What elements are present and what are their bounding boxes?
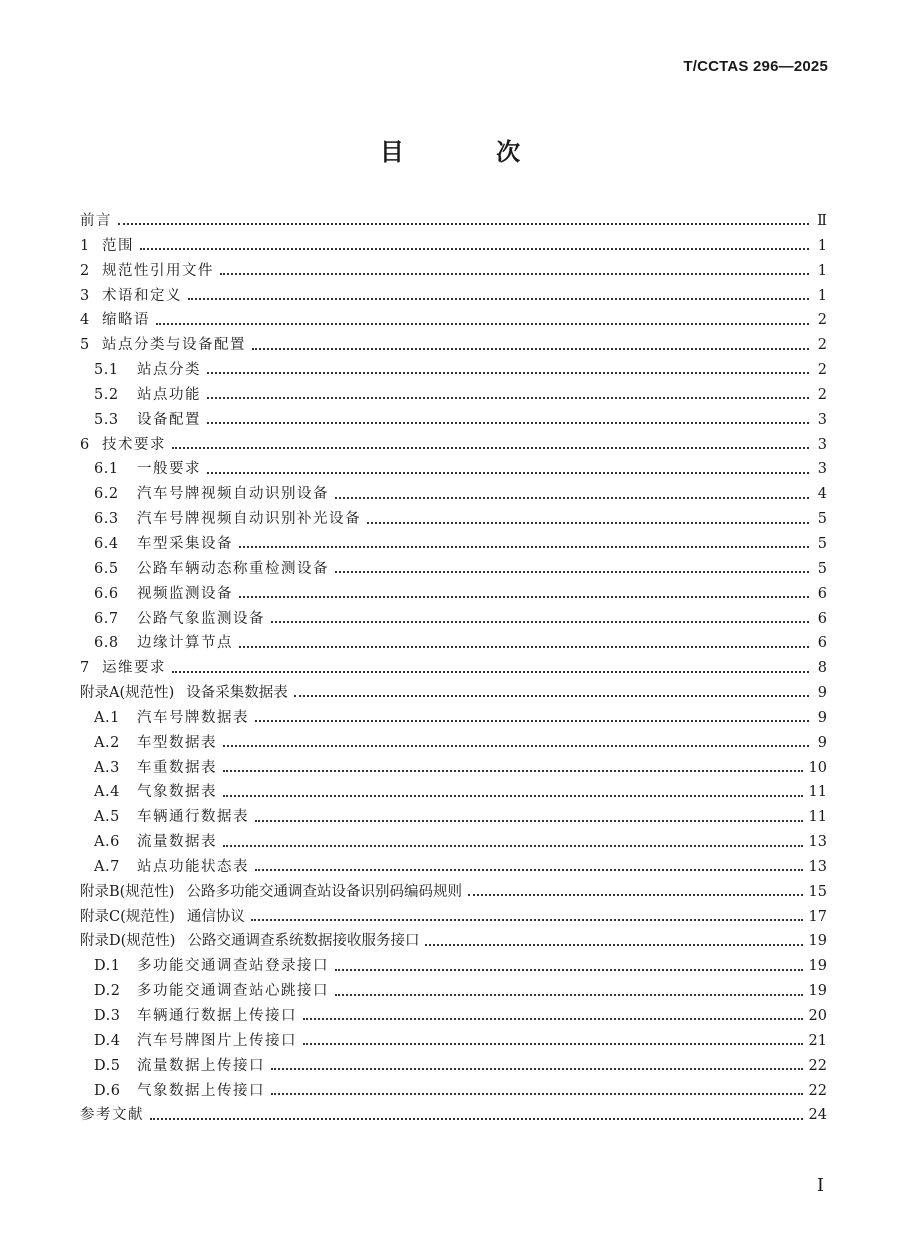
toc-leader-dots <box>303 1043 803 1045</box>
toc-entry-number: A.5 <box>94 809 120 826</box>
toc-entry-number: A.6 <box>94 834 120 851</box>
toc-entry-page: 24 <box>808 1107 827 1124</box>
toc-entry-label: 多功能交通调查站心跳接口 <box>137 983 329 1000</box>
toc-entry[interactable] <box>80 756 827 781</box>
toc-entry-page: 3 <box>817 411 827 428</box>
toc-entry-label: 车型数据表 <box>137 734 217 751</box>
toc-entry-label: 缩略语 <box>102 312 150 329</box>
toc-entry-number: 5.1 <box>94 362 119 379</box>
toc-entry[interactable] <box>80 557 827 582</box>
toc-entry[interactable] <box>80 929 827 954</box>
toc-entry-page: 5 <box>817 511 827 528</box>
toc-entry[interactable] <box>80 482 827 507</box>
toc-entry[interactable] <box>80 681 827 706</box>
toc-entry-number: 6.6 <box>94 585 119 602</box>
toc-entry-page: 22 <box>808 1082 827 1099</box>
toc-entry-page: 1 <box>817 262 827 279</box>
toc-entry-number: 4 <box>80 312 90 329</box>
toc-leader-dots <box>239 646 809 648</box>
toc-entry[interactable] <box>80 1079 827 1104</box>
toc-entry[interactable] <box>80 880 827 905</box>
toc-entry[interactable] <box>80 731 827 756</box>
toc-entry-page: 19 <box>808 983 827 1000</box>
toc-entry-number: D.6 <box>94 1082 121 1099</box>
toc-entry[interactable] <box>80 457 827 482</box>
toc-leader-dots <box>255 869 803 871</box>
toc-entry-page: 6 <box>817 635 827 652</box>
toc-entry[interactable] <box>80 1103 827 1128</box>
toc-entry-label: 多功能交通调查站登录接口 <box>137 958 329 975</box>
toc-entry-label: 站点分类 <box>137 362 201 379</box>
toc-entry-label: 视频监测设备 <box>137 585 233 602</box>
toc-entry-number: A.1 <box>94 709 120 726</box>
toc-entry-label: 站点功能 <box>137 386 201 403</box>
toc-entry-number: 5.2 <box>94 386 119 403</box>
toc-entry-number: D.5 <box>94 1057 121 1074</box>
toc-entry[interactable] <box>80 284 827 309</box>
toc-entry-number: D.4 <box>94 1032 121 1049</box>
toc-leader-dots <box>223 770 803 772</box>
toc-entry-number: 附录A(规范性) <box>80 685 175 702</box>
toc-leader-dots <box>140 248 809 250</box>
toc-entry-label: 汽车号牌视频自动识别设备 <box>137 486 329 503</box>
toc-entry[interactable] <box>80 954 827 979</box>
toc-entry-label: 设备配置 <box>137 411 201 428</box>
toc-entry-page: 15 <box>808 883 827 900</box>
toc-entry[interactable] <box>80 631 827 656</box>
toc-leader-dots <box>207 422 809 424</box>
toc-entry[interactable] <box>80 433 827 458</box>
toc-entry-label: 流量数据表 <box>137 834 217 851</box>
toc-entry-page: 11 <box>808 784 827 801</box>
toc-entry-page: 20 <box>808 1008 827 1024</box>
toc-entry-number: 6.4 <box>94 535 119 552</box>
toc-entry-label: 术语和定义 <box>102 287 182 304</box>
toc-leader-dots <box>255 720 809 722</box>
toc-leader-dots <box>172 671 809 673</box>
toc-entry[interactable] <box>80 532 827 557</box>
toc-leader-dots <box>271 621 809 623</box>
toc-entry-number: A.3 <box>94 759 120 776</box>
toc-entry-number: 3 <box>80 287 90 304</box>
toc-leader-dots <box>255 820 803 822</box>
toc-leader-dots <box>207 472 809 474</box>
toc-entry-label: 汽车号牌数据表 <box>137 709 249 726</box>
toc-leader-dots <box>188 298 809 300</box>
toc-leader-dots <box>335 571 809 573</box>
toc-entry-page: 17 <box>808 908 827 925</box>
toc-leader-dots <box>335 969 803 971</box>
toc-entry[interactable] <box>80 259 827 284</box>
toc-entry[interactable] <box>80 855 827 880</box>
toc-entry-number: A.7 <box>94 858 120 875</box>
toc-entry-page: 13 <box>808 858 827 875</box>
toc-title: 目 次 <box>379 138 563 166</box>
toc-entry[interactable] <box>80 308 827 333</box>
toc-entry-number: 附录B(规范性) <box>80 883 175 900</box>
toc-entry-label: 车辆通行数据上传接口 <box>137 1008 297 1024</box>
toc-entry[interactable] <box>80 333 827 358</box>
toc-entry-page: 9 <box>817 685 827 702</box>
toc-entry-page: 8 <box>817 660 827 677</box>
toc-leader-dots <box>207 397 809 399</box>
toc-entry-number: 附录C(规范性) <box>80 908 175 925</box>
toc-leader-dots <box>294 695 809 697</box>
toc-entry[interactable] <box>80 408 827 433</box>
toc-entry-label: 气象数据上传接口 <box>137 1082 265 1099</box>
toc-entry-page: 9 <box>817 734 827 751</box>
toc-entry-label: 汽车号牌视频自动识别补光设备 <box>137 511 361 528</box>
toc-entry-page: 13 <box>808 834 827 851</box>
toc-entry[interactable] <box>80 706 827 731</box>
toc-leader-dots <box>335 497 809 499</box>
toc-entry-number: 6 <box>80 436 90 453</box>
toc-entry-page: 2 <box>817 312 827 329</box>
toc-leader-dots <box>239 596 809 598</box>
toc-leader-dots <box>223 845 803 847</box>
toc-entry-label: 参考文献 <box>80 1107 144 1124</box>
toc-leader-dots <box>156 323 809 325</box>
toc-entry-label: 通信协议 <box>186 908 245 925</box>
toc-entry-page: 3 <box>817 436 827 453</box>
toc-leader-dots <box>207 372 809 374</box>
toc-entry-page: 1 <box>817 237 827 254</box>
toc-entry-label: 公路多功能交通调查站设备识别码编码规则 <box>186 883 462 900</box>
toc-leader-dots <box>118 223 809 225</box>
toc-entry-page: 19 <box>808 958 827 975</box>
toc-entry[interactable] <box>80 234 827 259</box>
toc-entry[interactable] <box>80 358 827 383</box>
toc-entry-page: 22 <box>808 1057 827 1074</box>
toc-entry-page: 5 <box>817 535 827 552</box>
toc-entry-page: 10 <box>808 759 827 776</box>
toc-leader-dots <box>367 522 809 524</box>
toc-entry-label: 前言 <box>80 213 112 229</box>
toc-entry-label: 车辆通行数据表 <box>137 809 249 826</box>
toc-entry-number: 5 <box>80 337 90 354</box>
toc-entry-label: 边缘计算节点 <box>137 635 233 652</box>
toc-leader-dots <box>252 348 809 350</box>
toc-entry-number: 6.2 <box>94 486 119 503</box>
toc-entry-page: 1 <box>817 287 827 304</box>
toc-leader-dots <box>172 447 809 449</box>
page-number: I <box>816 1175 824 1196</box>
toc-entry[interactable] <box>80 582 827 607</box>
toc-entry-number: A.2 <box>94 734 120 751</box>
toc-entry-label: 一般要求 <box>137 461 201 478</box>
toc-entry-label: 范围 <box>102 237 134 254</box>
toc-entry-page: 2 <box>817 337 827 354</box>
toc-entry[interactable] <box>80 905 827 930</box>
toc-entry-page: Ⅱ <box>817 213 827 229</box>
toc-entry[interactable] <box>80 656 827 681</box>
toc-leader-dots <box>271 1068 803 1070</box>
toc-leader-dots <box>220 273 809 275</box>
toc-entry-label: 气象数据表 <box>137 784 217 801</box>
toc-entry-page: 2 <box>817 386 827 403</box>
toc-entry-label: 公路车辆动态称重检测设备 <box>137 560 329 577</box>
toc-entry-label: 运维要求 <box>102 660 166 677</box>
toc-leader-dots <box>271 1093 803 1095</box>
toc-entry[interactable] <box>80 830 827 855</box>
toc-entry-number: 附录D(规范性) <box>80 933 176 950</box>
toc-entry-page: 9 <box>817 709 827 726</box>
toc-entry-label: 汽车号牌图片上传接口 <box>137 1032 297 1049</box>
toc-entry-page: 6 <box>817 610 827 627</box>
toc-entry-label: 站点分类与设备配置 <box>102 337 246 354</box>
toc-leader-dots <box>468 894 803 896</box>
toc-leader-dots <box>335 994 803 996</box>
toc-entry-label: 设备采集数据表 <box>186 685 288 702</box>
toc-entry-page: 2 <box>817 362 827 379</box>
toc-entry-label: 站点功能状态表 <box>137 858 249 875</box>
toc-entry-page: 3 <box>817 461 827 478</box>
toc-entry[interactable] <box>80 1054 827 1079</box>
toc-entry-page: 21 <box>808 1032 827 1049</box>
toc-leader-dots <box>223 795 803 797</box>
toc-entry[interactable] <box>80 1029 827 1054</box>
toc-entry-number: 1 <box>80 237 90 254</box>
toc-entry[interactable] <box>80 507 827 532</box>
toc-leader-dots <box>239 546 809 548</box>
toc-leader-dots <box>425 944 802 946</box>
toc-entry-number: 5.3 <box>94 411 119 428</box>
toc-entry-number: 6.1 <box>94 461 119 478</box>
toc-entry-number: 6.7 <box>94 610 119 627</box>
toc-entry-number: D.3 <box>94 1008 121 1024</box>
toc-entry-label: 流量数据上传接口 <box>137 1057 265 1074</box>
toc-entry[interactable] <box>80 383 827 408</box>
toc-entry-label: 公路气象监测设备 <box>137 610 265 627</box>
toc-entry-label: 车型采集设备 <box>137 535 233 552</box>
toc-entry-number: A.4 <box>94 784 120 801</box>
toc-entry-number: 6.3 <box>94 511 119 528</box>
toc-leader-dots <box>303 1018 803 1020</box>
toc-entry-label: 车重数据表 <box>137 759 217 776</box>
table-of-contents <box>80 209 827 1128</box>
document-code: T/CCTAS 296—2025 <box>683 58 828 75</box>
toc-entry-number: 6.8 <box>94 635 119 652</box>
toc-entry[interactable] <box>80 780 827 805</box>
toc-entry-page: 6 <box>817 585 827 602</box>
toc-entry-number: 7 <box>80 660 90 677</box>
toc-entry[interactable] <box>80 1004 827 1029</box>
toc-entry-label: 技术要求 <box>102 436 166 453</box>
toc-entry[interactable] <box>80 805 827 830</box>
toc-entry-page: 5 <box>817 560 827 577</box>
toc-entry-label: 公路交通调查系统数据接收服务接口 <box>187 933 420 950</box>
toc-entry-number: 6.5 <box>94 560 119 577</box>
toc-entry-page: 19 <box>808 933 827 950</box>
toc-entry-page: 11 <box>808 809 827 826</box>
toc-entry-number: D.1 <box>94 958 121 975</box>
toc-entry[interactable] <box>80 979 827 1004</box>
toc-leader-dots <box>223 745 809 747</box>
toc-leader-dots <box>251 919 803 921</box>
toc-entry-page: 4 <box>817 486 827 503</box>
toc-entry-number: 2 <box>80 262 90 279</box>
toc-entry-number: D.2 <box>94 983 121 1000</box>
toc-entry[interactable] <box>80 209 827 234</box>
toc-entry[interactable] <box>80 607 827 632</box>
toc-entry-label: 规范性引用文件 <box>102 262 214 279</box>
toc-leader-dots <box>150 1118 803 1120</box>
